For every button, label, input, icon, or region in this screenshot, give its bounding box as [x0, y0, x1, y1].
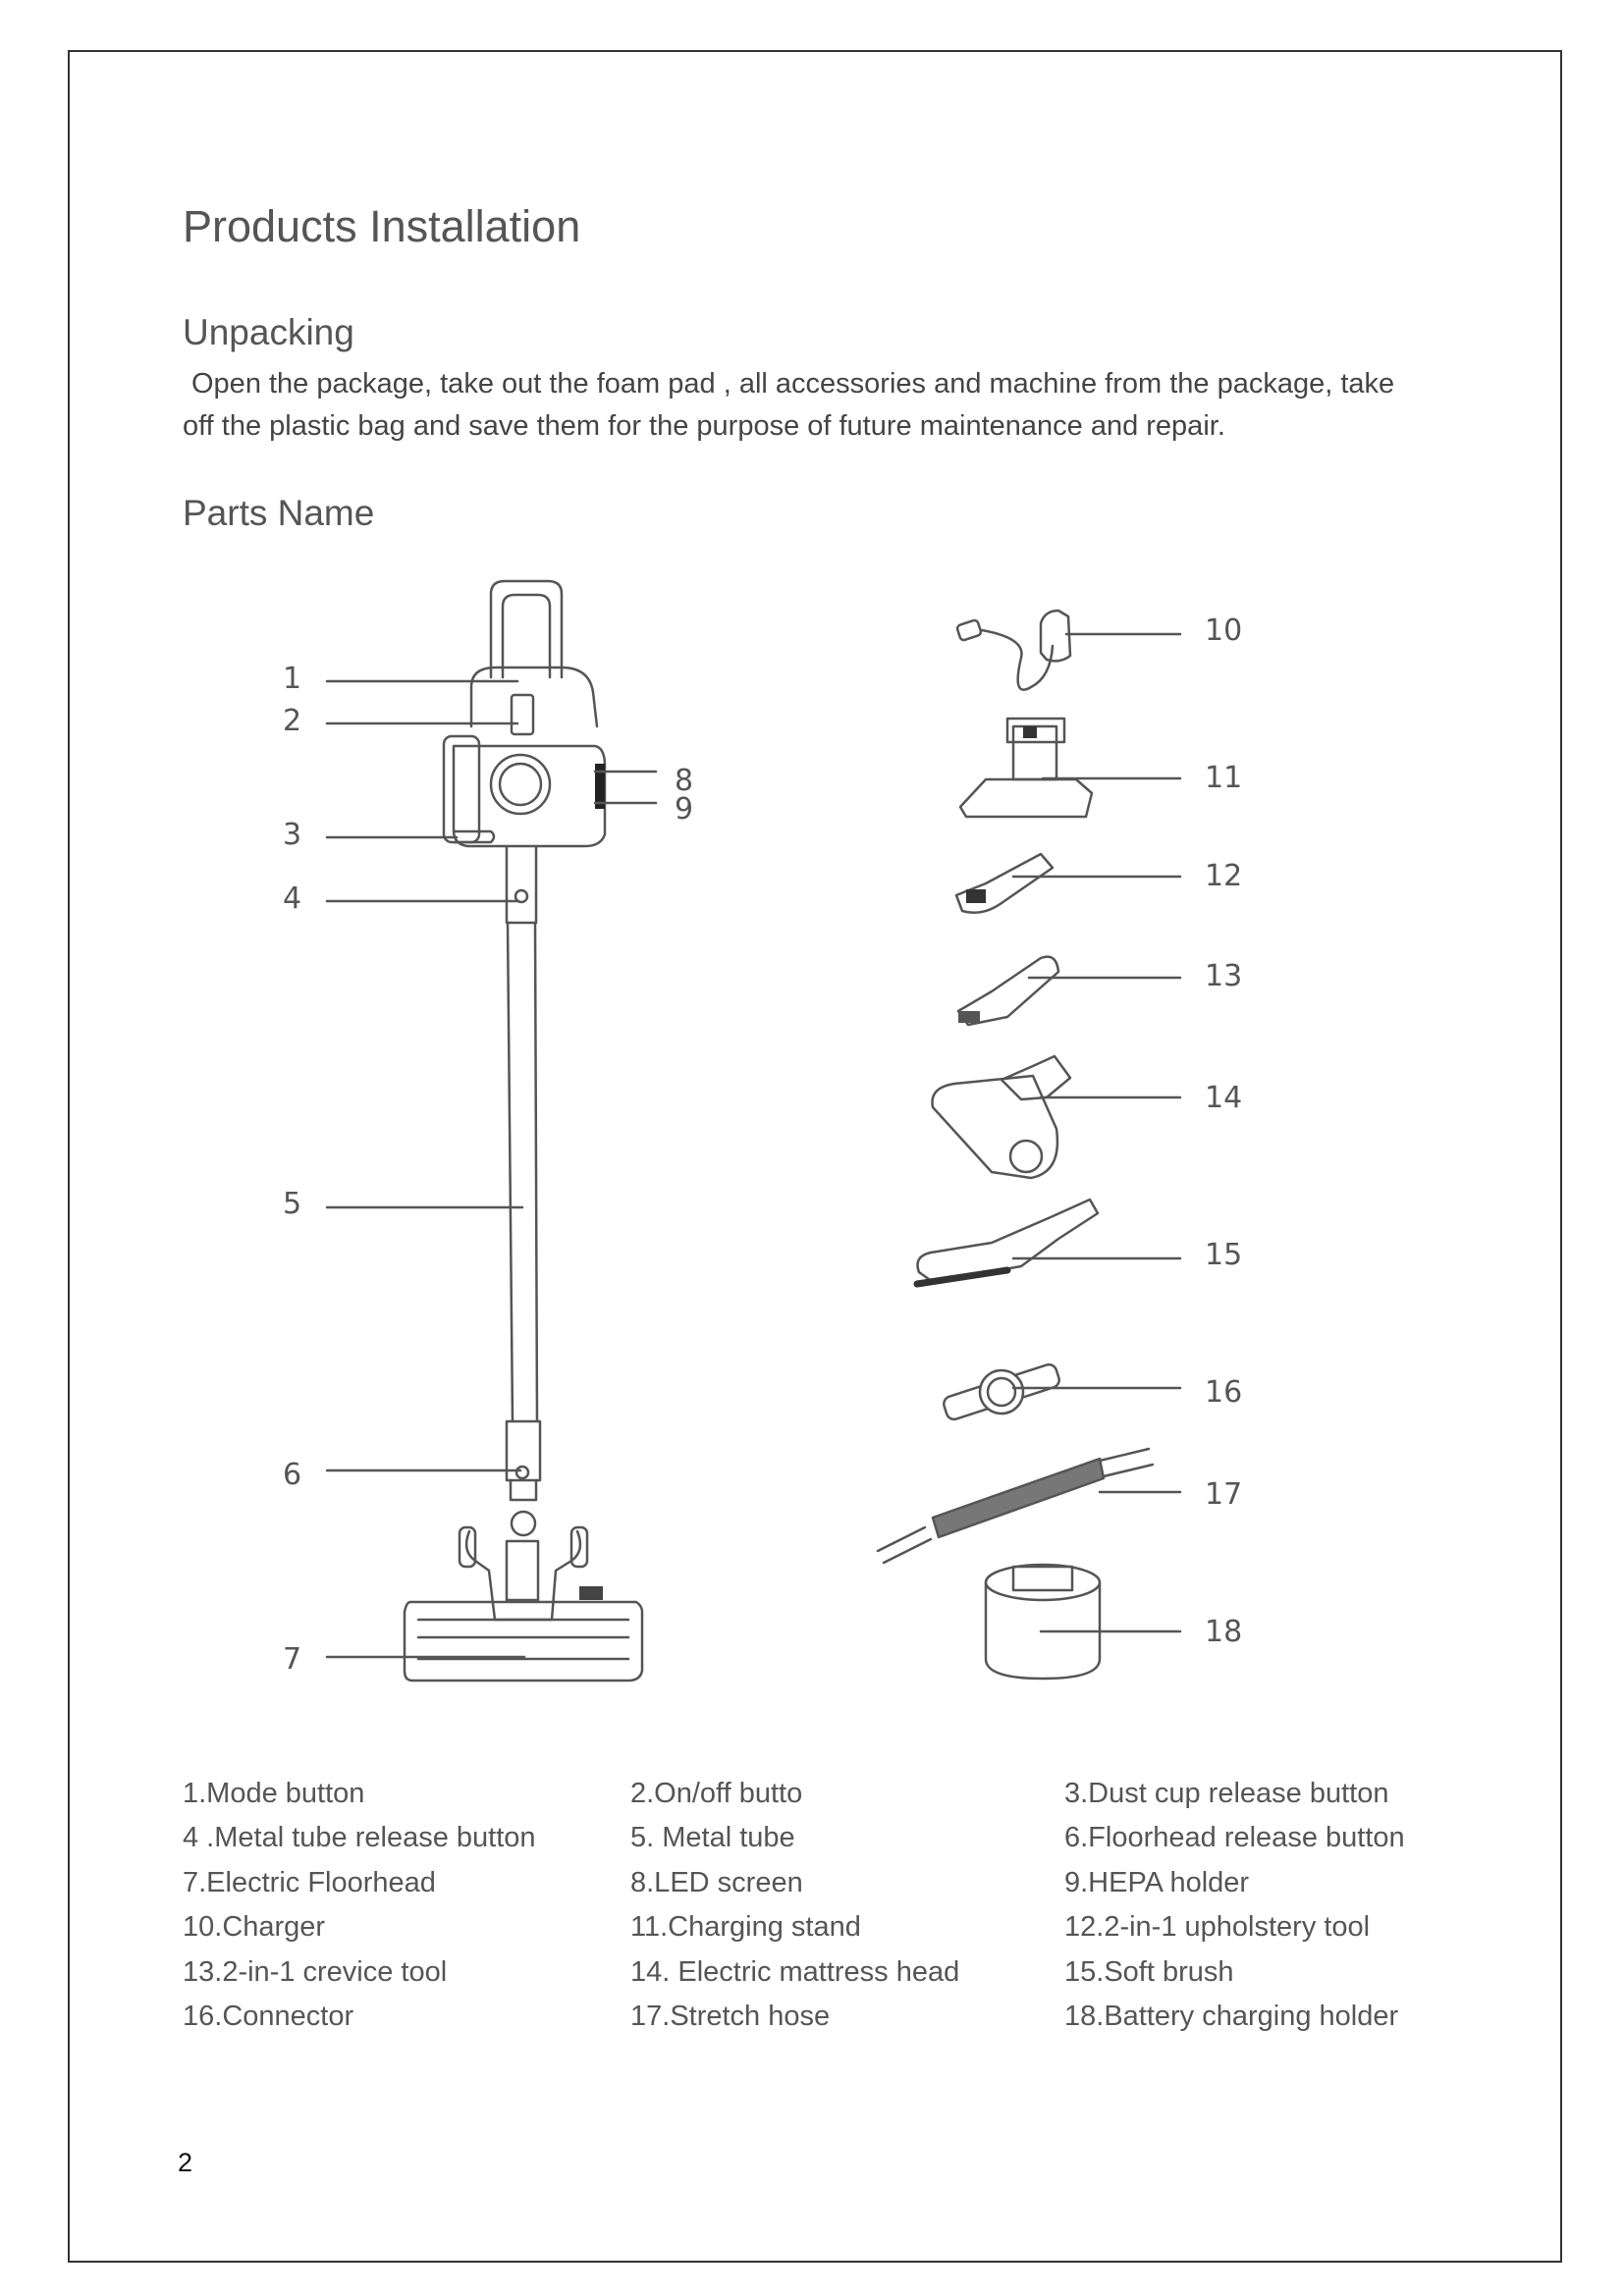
- callout-13: 13: [1205, 959, 1243, 993]
- callout-12: 12: [1205, 859, 1243, 893]
- page-title: Products Installation: [183, 201, 581, 251]
- legend-item: 16.Connector: [183, 2001, 354, 2033]
- callout-3: 3: [283, 818, 302, 852]
- legend-item: 4 .Metal tube release button: [183, 1822, 536, 1854]
- callout-2: 2: [283, 704, 302, 738]
- legend-item: 3.Dust cup release button: [1064, 1778, 1389, 1809]
- callout-9: 9: [675, 792, 694, 827]
- parts-legend: [183, 1772, 1489, 2039]
- callout-6: 6: [283, 1458, 302, 1492]
- legend-item: 10.Charger: [183, 1911, 326, 1944]
- callout-17: 17: [1205, 1477, 1243, 1512]
- legend-item: 1.Mode button: [183, 1778, 365, 1809]
- left-callout-lines: [327, 681, 656, 1657]
- accessories-illustration: [878, 611, 1153, 1679]
- callout-5: 5: [283, 1187, 302, 1221]
- legend-item: 5. Metal tube: [630, 1822, 795, 1854]
- callout-16: 16: [1205, 1375, 1243, 1410]
- legend-item: 8.LED screen: [630, 1866, 803, 1898]
- unpacking-line-1: Open the package, take out the foam pad , all accessories and machine from the package, take: [191, 368, 1395, 400]
- legend-item: 15.Soft brush: [1064, 1955, 1234, 1988]
- callout-14: 14: [1205, 1081, 1243, 1115]
- callout-15: 15: [1205, 1238, 1243, 1272]
- callout-18: 18: [1205, 1615, 1243, 1649]
- legend-item: 17.Stretch hose: [630, 2001, 831, 2033]
- legend-item: 14. Electric mattress head: [630, 1955, 960, 1988]
- callout-1: 1: [283, 662, 302, 696]
- legend-item: 13.2-in-1 crevice tool: [183, 1955, 448, 1988]
- vacuum-illustration: [405, 581, 642, 1681]
- page-number: 2: [178, 2148, 193, 2177]
- section-heading-parts: Parts Name: [183, 493, 375, 533]
- legend-item: 11.Charging stand: [630, 1911, 861, 1944]
- callout-7: 7: [283, 1642, 302, 1677]
- legend-item: 18.Battery charging holder: [1064, 2001, 1399, 2033]
- callout-8: 8: [675, 764, 694, 798]
- unpacking-line-2: off the plastic bag and save them for the purpose of future maintenance and repair.: [183, 410, 1225, 442]
- callout-4: 4: [283, 881, 302, 916]
- legend-item: 6.Floorhead release button: [1064, 1822, 1405, 1854]
- legend-item: 2.On/off butto: [630, 1778, 803, 1809]
- section-heading-unpacking: Unpacking: [183, 312, 354, 352]
- callout-11: 11: [1205, 761, 1243, 795]
- legend-item: 9.HEPA holder: [1064, 1866, 1250, 1898]
- legend-item: 7.Electric Floorhead: [183, 1866, 436, 1898]
- callout-10: 10: [1205, 614, 1243, 648]
- legend-item: 12.2-in-1 upholstery tool: [1064, 1911, 1371, 1944]
